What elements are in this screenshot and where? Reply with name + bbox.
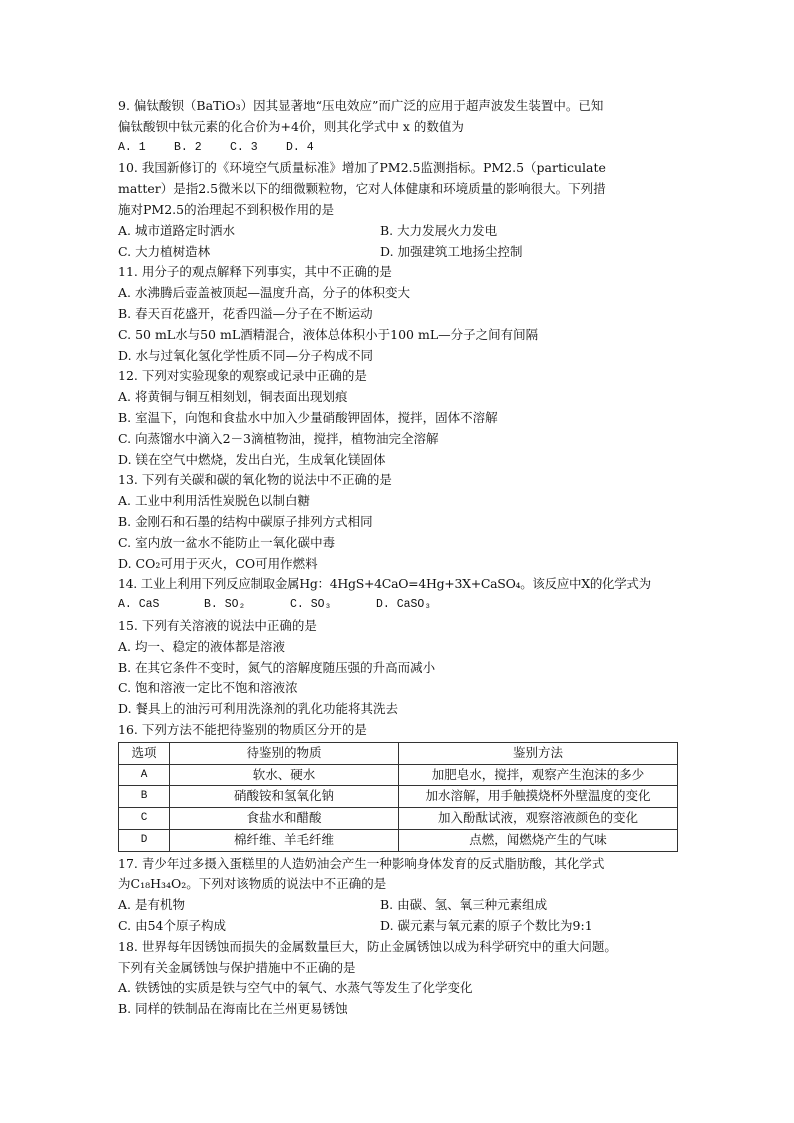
q11-option-d: D. 水与过氧化氢化学性质不同—分子构成不同 xyxy=(118,347,374,363)
table-cell-method: 加入酚酞试液，观察溶液颜色的变化 xyxy=(399,808,678,830)
q17-options-row2 xyxy=(118,916,678,937)
q14-option-b: B. SO₂ xyxy=(204,598,246,612)
q11-stem: 11. 用分子的观点解释下列事实，其中不正确的是 xyxy=(118,264,392,280)
q14-option-d: D. CaSO₃ xyxy=(376,598,432,612)
table-cell-option: C xyxy=(119,808,170,830)
q11-option-b: B. 春天百花盛开，花香四溢—分子在不断运动 xyxy=(118,305,373,321)
q15-option-a: A. 均一、稳定的液体都是溶液 xyxy=(118,638,285,654)
q10-option-d: D. 加强建筑工地扬尘控制 xyxy=(380,243,523,259)
q12-option-d: D. 镁在空气中燃烧，发出白光，生成氧化镁固体 xyxy=(118,451,386,467)
q9-option-c: C. 3 xyxy=(230,140,258,154)
q15-stem: 15. 下列有关溶液的说法中正确的是 xyxy=(118,617,317,633)
q18-option-b: B. 同样的铁制品在海南比在兰州更易锈蚀 xyxy=(118,1001,348,1017)
table-cell-method: 加水溶解，用手触摸烧杯外壁温度的变化 xyxy=(399,786,678,808)
q16-table xyxy=(118,742,678,852)
q9-option-b: B. 2 xyxy=(174,140,202,154)
table-header-row xyxy=(119,742,678,764)
q10-stem-line3: 施对PM2.5的治理起不到积极作用的是 xyxy=(118,201,335,217)
q18-stem-line1: 18. 世界每年因锈蚀而损失的金属数量巨大，防止金属锈蚀以成为科学研究中的重大问题。 xyxy=(118,938,617,954)
q14-option-c: C. SO₃ xyxy=(290,598,332,612)
q13-option-a: A. 工业中利用活性炭脱色以制白糖 xyxy=(118,493,310,509)
q17-options-row1 xyxy=(118,895,678,916)
q10-stem-line2: matter）是指2.5微米以下的细微颗粒物，它对人体健康和环境质量的影响很大。下列措 xyxy=(118,181,606,197)
q13-stem: 13. 下列有关碳和碳的氧化物的说法中不正确的是 xyxy=(118,472,392,488)
q12-option-b: B. 室温下，向饱和食盐水中加入少量硝酸钾固体，搅拌，固体不溶解 xyxy=(118,409,498,425)
table-cell-option: A xyxy=(119,764,170,786)
q17-option-c: C. 由54个原子构成 xyxy=(118,918,226,934)
q10-options-row1 xyxy=(118,221,678,242)
q17-option-a: A. 是有机物 xyxy=(118,897,185,913)
table-row xyxy=(119,786,678,808)
q18-option-a: A. 铁锈蚀的实质是铁与空气中的氧气、水蒸气等发生了化学变化 xyxy=(118,980,473,996)
q17-stem-line2: 为C₁₈H₃₄O₂。下列对该物质的说法中不正确的是 xyxy=(118,876,387,892)
q9-options xyxy=(118,138,678,159)
q17-option-d: D. 碳元素与氧元素的原子个数比为9:1 xyxy=(380,918,593,934)
q17-stem-line1: 17. 青少年过多摄入蛋糕里的人造奶油会产生一种影响身体发育的反式脂肪酸，其化学式 xyxy=(118,855,605,871)
q10-options-row2 xyxy=(118,242,678,263)
table-header-method: 鉴别方法 xyxy=(399,742,678,764)
q9-stem-line2: 偏钛酸钡中钛元素的化合价为+4价，则其化学式中 x 的数值为 xyxy=(118,118,464,134)
table-cell-substances: 硝酸铵和氢氧化钠 xyxy=(170,786,399,808)
table-header-option: 选项 xyxy=(119,742,170,764)
q17-option-b: B. 由碳、氢、氧三种元素组成 xyxy=(380,897,548,913)
q18-stem-line2: 下列有关金属锈蚀与保护措施中不正确的是 xyxy=(118,959,356,975)
q12-stem: 12. 下列对实验现象的观察或记录中正确的是 xyxy=(118,368,367,384)
q15-option-c: C. 饱和溶液一定比不饱和溶液浓 xyxy=(118,680,298,696)
table-cell-method: 点燃，闻燃烧产生的气味 xyxy=(399,829,678,851)
table-cell-substances: 软水、硬水 xyxy=(170,764,399,786)
q12-option-c: C. 向蒸馏水中滴入2－3滴植物油，搅拌，植物油完全溶解 xyxy=(118,430,439,446)
table-cell-substances: 食盐水和醋酸 xyxy=(170,808,399,830)
q10-option-a: A. 城市道路定时洒水 xyxy=(118,222,235,238)
q11-option-c: C. 50 mL水与50 mL酒精混合，液体总体积小于100 mL—分子之间有间隔 xyxy=(118,326,539,342)
table-cell-option: B xyxy=(119,786,170,808)
q12-option-a: A. 将黄铜与铜互相刻划，铜表面出现划痕 xyxy=(118,389,348,405)
q14-option-a: A. CaS xyxy=(118,598,160,612)
q15-option-b: B. 在其它条件不变时，氮气的溶解度随压强的升高而减小 xyxy=(118,659,436,675)
q15-option-d: D. 餐具上的油污可利用洗涤剂的乳化功能将其洗去 xyxy=(118,701,399,717)
q10-option-c: C. 大力植树造林 xyxy=(118,243,211,259)
q16-stem: 16. 下列方法不能把待鉴别的物质区分开的是 xyxy=(118,721,367,737)
table-row xyxy=(119,808,678,830)
q13-option-b: B. 金刚石和石墨的结构中碳原子排列方式相同 xyxy=(118,513,373,529)
table-row xyxy=(119,764,678,786)
q9-stem-line1: 9. 偏钛酸钡（BaTiO₃）因其显著地“压电效应”而广泛的应用于超声波发生装置中。已知 xyxy=(118,98,604,113)
q11-option-a: A. 水沸腾后壶盖被顶起—温度升高，分子的体积变大 xyxy=(118,285,410,301)
exam-page xyxy=(118,96,678,1020)
q14-options xyxy=(118,595,678,616)
q10-stem-line1: 10. 我国新修订的《环境空气质量标准》增加了PM2.5监测指标。PM2.5（particulate xyxy=(118,160,606,176)
table-cell-option: D xyxy=(119,829,170,851)
table-cell-substances: 棉纤维、羊毛纤维 xyxy=(170,829,399,851)
q9-option-d: D. 4 xyxy=(286,140,314,154)
table-row xyxy=(119,829,678,851)
q9-option-a: A. 1 xyxy=(118,140,146,154)
q10-option-b: B. 大力发展火力发电 xyxy=(380,222,498,238)
table-header-substances: 待鉴别的物质 xyxy=(170,742,399,764)
q13-option-c: C. 室内放一盆水不能防止一氧化碳中毒 xyxy=(118,534,336,550)
q14-stem: 14. 工业上利用下列反应制取金属Hg：4HgS+4CaO=4Hg+3X+CaSO₄。该反应中X的化学式为 xyxy=(118,576,651,592)
table-cell-method: 加肥皂水，搅拌，观察产生泡沫的多少 xyxy=(399,764,678,786)
q13-option-d: D. CO₂可用于灭火，CO可用作燃料 xyxy=(118,555,318,571)
